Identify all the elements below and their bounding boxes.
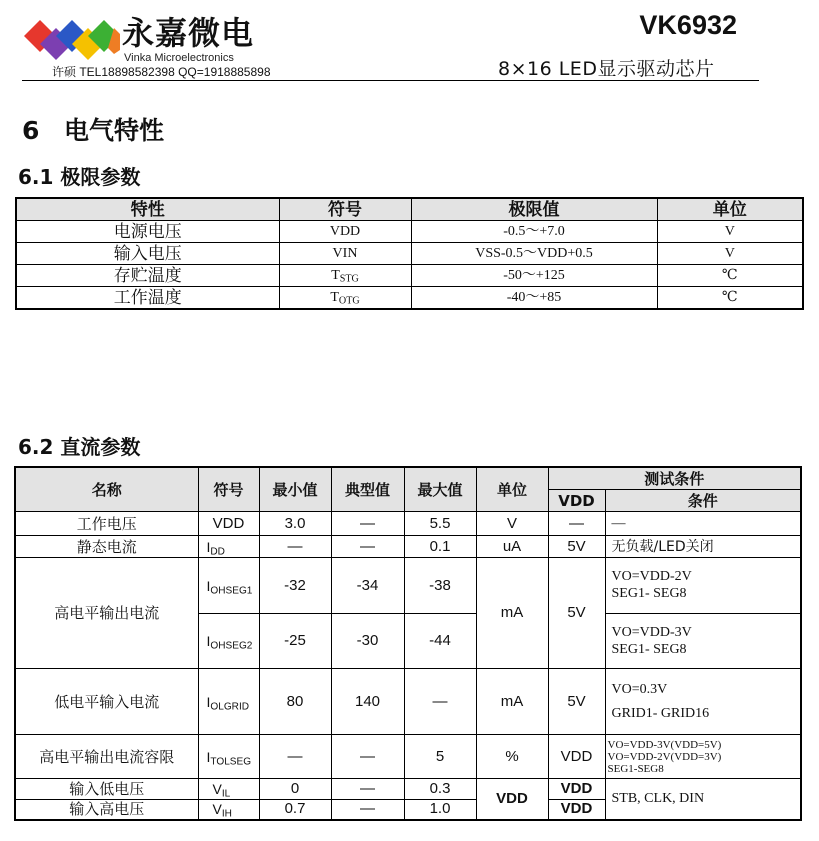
param-typ: — [331,779,404,800]
param-condition: VO=VDD-2V SEG1- SEG8 [605,558,801,614]
param-typ: -30 [331,614,404,669]
param-name: 高电平输出电流容限 [15,735,198,779]
param-limit: VSS-0.5～VDD+0.5 [411,243,657,265]
param-symbol: $I_{TOLSEG}$ [198,735,259,779]
param-unit: VDD [476,779,548,820]
param-symbol: $V_{IL}$ [198,779,259,800]
param-vdd: 5V [548,558,605,669]
table-row [15,735,801,779]
section-title: 电气特性 [64,116,165,145]
table-row [15,536,801,558]
param-name: 工作温度 [16,287,279,310]
document-subtitle: 8×16 LED显示驱动芯片 [498,58,715,80]
absolute-max-table [15,197,804,310]
param-typ: — [331,536,404,558]
param-vdd: 5V [548,536,605,558]
param-vdd: VDD [548,735,605,779]
table-row [15,779,801,800]
param-typ: — [331,735,404,779]
header-cell: 单位 [476,467,548,512]
model-number: VK6932 [639,10,737,40]
param-name: 输入低电压 [15,779,198,800]
param-limit: -40～+85 [411,287,657,310]
param-unit: mA [476,669,548,735]
param-min: -25 [259,614,331,669]
table-header-row [15,467,801,490]
param-max: 5 [404,735,476,779]
table-row [15,558,801,614]
param-name: 工作电压 [15,512,198,536]
param-condition: 无负载/LED关闭 [605,536,801,558]
param-typ: -34 [331,558,404,614]
header-cell: 典型值 [331,467,404,512]
table-row [16,265,803,287]
param-max: -44 [404,614,476,669]
param-typ: — [331,800,404,820]
param-vdd: VDD [548,800,605,820]
param-symbol: $V_{IH}$ [198,800,259,820]
param-unit: V [476,512,548,536]
param-condition: VO=VDD-3V(VDD=5V) VO=VDD-2V(VDD=3V) SEG1-SEG8 [605,735,801,779]
param-symbol: $T_{STG}$ [279,265,411,287]
param-unit: ℃ [657,265,803,287]
param-name: 电源电压 [16,221,279,243]
table-row [16,221,803,243]
param-symbol: VIN [279,243,411,265]
section-6-1-heading: 6.1 极限参数 [18,165,141,189]
param-max: 0.1 [404,536,476,558]
param-name: 存贮温度 [16,265,279,287]
param-symbol: VDD [279,221,411,243]
param-symbol: $I_{DD}$ [198,536,259,558]
param-unit: uA [476,536,548,558]
param-symbol: $I_{OHSEG1}$ [198,558,259,614]
table-row [15,669,801,735]
param-unit: V [657,221,803,243]
param-typ: — [331,512,404,536]
header-cell: 符号 [198,467,259,512]
param-condition: — [605,512,801,536]
param-condition: VO=0.3V GRID1- GRID16 [605,669,801,735]
param-min: 0.7 [259,800,331,820]
param-name: 静态电流 [15,536,198,558]
param-condition: VO=VDD-3V SEG1- SEG8 [605,614,801,669]
header-cell: 符号 [279,198,411,221]
header-cell: 特性 [16,198,279,221]
param-max: 1.0 [404,800,476,820]
table-row [16,287,803,310]
table-header-row [16,198,803,221]
param-symbol: $T_{OTG}$ [279,287,411,310]
header-cell: 最大值 [404,467,476,512]
param-name: 低电平输入电流 [15,669,198,735]
param-condition: STB, CLK, DIN [605,779,801,820]
header-cell: 测试条件 [548,467,801,490]
section-number: 6 [22,116,40,145]
section-6-2-heading: 6.2 直流参数 [18,435,141,459]
param-limit: -0.5～+7.0 [411,221,657,243]
param-vdd: VDD [548,779,605,800]
param-vdd: — [548,512,605,536]
param-unit: % [476,735,548,779]
param-min: 0 [259,779,331,800]
param-unit: ℃ [657,287,803,310]
param-limit: -50～+125 [411,265,657,287]
param-min: — [259,735,331,779]
header-cell: 极限值 [411,198,657,221]
param-min: -32 [259,558,331,614]
param-name: 输入电压 [16,243,279,265]
param-name: 输入高电压 [15,800,198,820]
param-unit: mA [476,558,548,669]
param-symbol: $I_{OHSEG2}$ [198,614,259,669]
param-max: 0.3 [404,779,476,800]
param-min: — [259,536,331,558]
header-cell: 单位 [657,198,803,221]
header-cell: 名称 [15,467,198,512]
param-typ: 140 [331,669,404,735]
contact-info: 许硕 TEL18898582398 QQ=1918885898 [52,65,271,79]
section-6-heading [22,114,164,148]
param-unit: V [657,243,803,265]
logo-icon [22,12,122,62]
param-max: 5.5 [404,512,476,536]
header-cell: 最小值 [259,467,331,512]
param-min: 3.0 [259,512,331,536]
param-symbol: $I_{OLGRID}$ [198,669,259,735]
param-max: -38 [404,558,476,614]
param-vdd: 5V [548,669,605,735]
table-row [15,512,801,536]
header-cell: 条件 [605,490,801,512]
header-cell: VDD [548,490,605,512]
table-row [16,243,803,265]
dc-parameters-table [14,466,802,821]
company-name-en: Vinka Microelectronics [124,52,234,64]
param-name: 高电平输出电流 [15,558,198,669]
param-max: — [404,669,476,735]
param-min: 80 [259,669,331,735]
param-symbol: VDD [198,512,259,536]
header-divider [22,80,759,81]
company-name-cn: 永嘉微电 [122,14,255,52]
